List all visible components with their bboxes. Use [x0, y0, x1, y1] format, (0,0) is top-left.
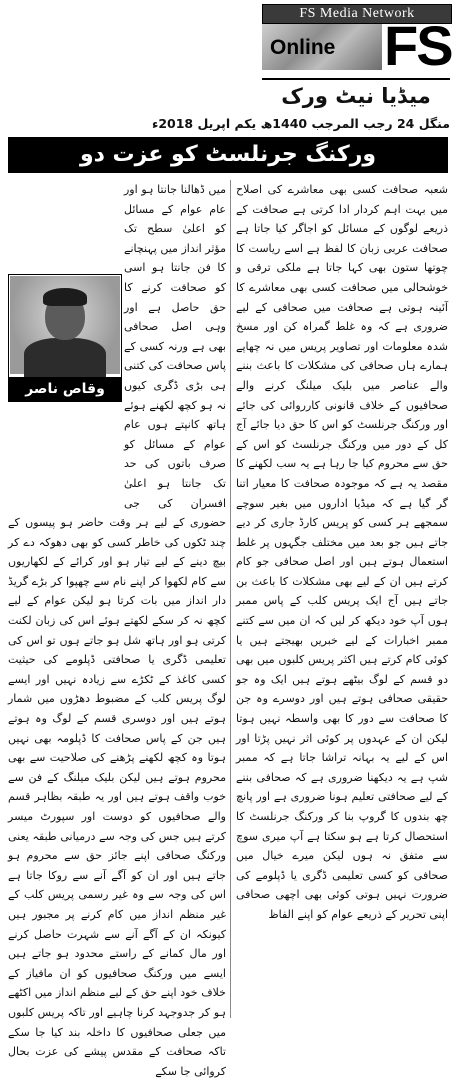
masthead-brand-letters: FS [384, 14, 452, 77]
masthead-logo [262, 4, 450, 112]
article-column-right [236, 180, 448, 1018]
headline-bar [8, 137, 448, 173]
dateline: منگل 24 رجب المرجب 1440ھ یکم اپریل 2018ء [151, 116, 450, 131]
column-divider [230, 180, 231, 1018]
masthead-online-label: Online [270, 36, 336, 59]
article-text-left: میں ڈھالنا جانتا ہو اور عام عوام کے مسائل کو اعلیٰ سطح تک مؤثر انداز میں پہنچانے کا فن جانتا ہو اسی کو صحافت کرنے کا حق حاصل ہے اور وہی اصل صحافی بھی ہے ورنہ کسی کے پاس صحافت کی کتنی ہی بڑی ڈگری کیوں نہ ہو کچھ لکھنے ہوئے ہاتھ کانپتے ہوں عام عوام کے مسائل کو صرف باتوں کی حد تک جانتا ہو اعلیٰ افسران کی جی حضوری کے لیے ہر وقت حاضر ہو پیسوں کے چند ٹکوں کی خاطر کسی کو بھی دھوکہ دے کر بیچ دینے کے لیے تیار ہو اور کرائے کے لکھاریوں سے کام لکھوا کر اپنے نام سے چھپوا کر بڑے گریڈ دار انداز میں بات کرتا ہو لیکن عوام کے لیے کچھ نہ کر سکے لکھتے ہوئے اس کی زبان لکنت کرتی ہو اور ہاتھ شل ہو جاتے ہوں تو اس کی تعلیمی ڈگری یا صحافتی ڈپلومے کی حیثیت کسی کاغذ کے ٹکڑے سے زیادہ نہیں اور ایسے لوگ پریس کلب کے مضبوط دھڑوں میں شمار ہوتے ہیں اور دوسری قسم کے لوگ وہ ہوتے ہیں جن کے پاس صحافت کا ڈپلومہ بھی نہیں ہوتا وہ کچھ لکھنے پڑھنے کی صلاحیت سے بھی محروم ہوتے ہیں لیکن بلیک میلنگ کے فن سے خوب واقف ہوتے ہیں اور یہ طبقہ بظاہر قسم والے صحافیوں کو دوست اور سپورٹ میسر کرتے ہیں جس کی وجہ سے درمیانی طبقہ یعنی ورکنگ صحافی اپنے جائز حق سے محروم ہو جاتے ہیں اور ان کو آگے آنے سے روکا جاتا ہے اس کی وجہ سے وہ غیر رسمی پریس کلب کے غیر منظم انداز میں کام کرنے پر مجبور ہیں کیونکہ ان کے آگے آنے سے شہرت حاصل کرنے اور مال کمانے کے راستے محدود ہو جاتے ہیں ایسے میں ورکنگ صحافیوں کو ان مافیاز کے خلاف خود اپنے حق کے لیے منظم انداز میں اکٹھے ہو کر جدوجہد کرنا چاہیے اور تاکہ پریس کلبوں میں جعلی صحافیوں کا داخلہ بند کیا جا سکے تاکہ صحافت کے مقدس پیشے کی عزت بحال کروائی جا سکے [8, 183, 226, 1078]
author-photo [10, 276, 120, 374]
author-photo-hair [43, 288, 87, 306]
masthead-urdu-tagline: میڈیا نیٹ ورک [262, 78, 450, 112]
author-photo-body [24, 338, 106, 378]
article-headline: ورکنگ جرنلسٹ کو عزت دو [79, 142, 377, 167]
article-text-right: شعبہ صحافت کسی بھی معاشرے کی اصلاح میں بہت اہم کردار ادا کرتی ہے صحافت کے ذریعے لوگوں کے مسائل کو اجاگر کیا جاتا ہے صحافت عربی زبان کا لفظ ہے اسے ریاست کا چوتھا ستون بھی کہا جاتا ہے ملکی ترقی و خوشحالی میں صحافت کسی بھی معاشرے کا آئینہ ہوتی ہے صحافت میں صحافی کے لیے ضروری ہے کہ وہ غلط گمراہ کن اور مسخ شدہ معلومات اور تصاویر پریس میں نہ چھاپے ہمارے ہاں صحافی کی مشکلات کا باعث بننے والے عناصر میں بلیک میلنگ کرنے والے صحافیوں کے خلاف قانونی کارروائی کی جائے اور ورکنگ جرنلسٹ کو اس کا حق دیا جائے آج کل کے دور میں ورکنگ جرنلسٹ کو اس کے حق سے محروم کیا جا رہا ہے یہ سب لکھنے کا مقصد یہ ہے کہ موجودہ صحافت کا معیار اتنا گر گیا ہے کہ میڈیا اداروں میں بغیر سوچے سمجھے ہر کسی کو پریس کارڈ جاری کر دیے جاتے ہیں جو بعد میں مختلف جگہوں پر غلط استعمال ہوتے ہیں اور اصل صحافی جو کام کرتے ہیں ان کے لیے بھی مشکلات کا باعث بن جاتے ہیں آج ایک پریس کلب کے پاس ممبر ہوں آپ خود دیکھ کر لیں کہ ان میں سے کتنے ممبر اخبارات کے لیے خبریں بھیجتے ہیں یا کوئی کام کرتے ہیں اکثر پریس کلبوں میں بھی دو قسم کے لوگ بیٹھے ہوتے ہیں ایک وہ جو حقیقی صحافی ہوتے ہیں اور دوسرے وہ جن کا صحافت سے دور کا بھی واسطہ نہیں ہوتا لیکن ان کے عہدوں پر کوئی اثر نہیں پڑتا اور اس کے لیے یہ بہانہ تراشا جاتا ہے کہ ممبر شپ ہے یہ دیکھنا ضروری ہے کہ صحافی بننے کے لیے صحافتی تعلیم ہونا ضروری ہے اور پانچ چھ بندوں کا گروپ بنا کر ورکنگ جرنلسٹ کا استحصال کرتا ہے ہو سکتا ہے آپ میری سوچ سے متفق نہ ہوں لیکن میرے خیال میں صحافی کو کسی تعلیمی ڈگری یا ڈپلومے کی ضرورت نہیں ہوتی کوئی بھی اچھی صحافی اپنی تحریر کے ذریعے عوام کو اپنے الفاظ [236, 183, 448, 921]
masthead-network-label: FS Media Network [299, 6, 415, 21]
author-name: وقاص ناصر [9, 377, 121, 401]
author-box [8, 274, 122, 402]
